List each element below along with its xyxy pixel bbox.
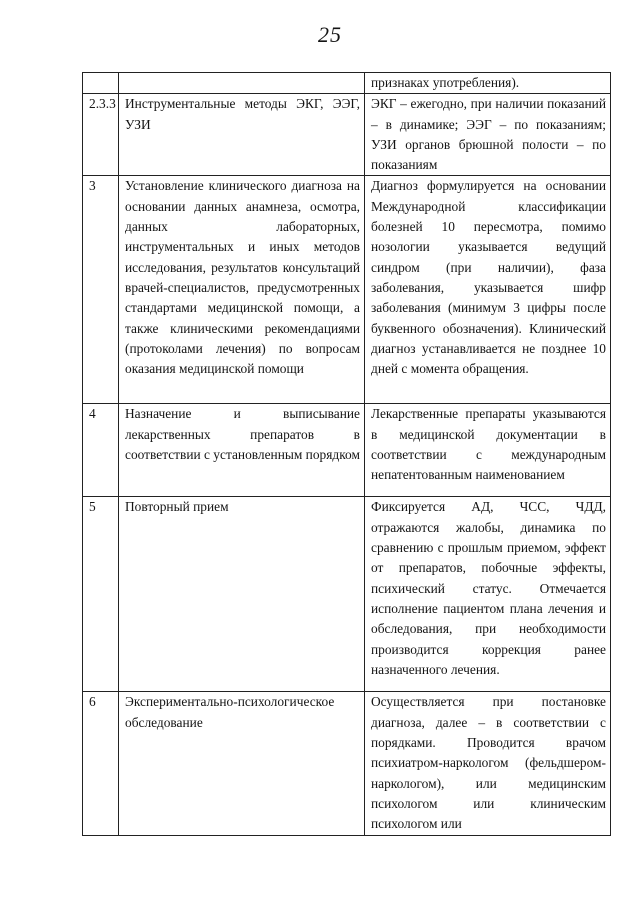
- content-cell: ЭКГ – ежегодно, при наличии показаний – в динамике; ЭЭГ – по показаниям; УЗИ органов брюшной полости – по показаниям: [365, 94, 611, 176]
- content-cell: Лекарственные препараты указываются в медицинской документации в соответствии с международным непатентованным наименованием: [365, 404, 611, 497]
- content-cell: признаках употребления).: [365, 73, 611, 94]
- row-number: 4: [83, 404, 119, 497]
- row-number: 5: [83, 497, 119, 692]
- stage-cell: Инструментальные методы ЭКГ, ЭЭГ, УЗИ: [119, 94, 365, 176]
- content-cell: Диагноз формулируется на основании Международной классификации болезней 10 пересмотра, помимо нозологии указывается ведущий синдром (при наличии), фаза заболевания, указывается шифр заболевания (минимум 3 цифры после буквенного обозначения). Клинический диагноз устанавливается не позднее 10 дней с момента обращения.: [365, 176, 611, 404]
- page-number: 25: [318, 22, 342, 47]
- table-row: [83, 404, 611, 497]
- table-row: [83, 176, 611, 404]
- row-number: 2.3.3: [83, 94, 119, 176]
- stage-cell: Экспериментально-психологическое обследование: [119, 692, 365, 835]
- stage-cell: Назначение и выписывание лекарственных препаратов в соответствии с установленным порядком: [119, 404, 365, 497]
- row-number: 6: [83, 692, 119, 835]
- table-row: [83, 94, 611, 176]
- content-cell: Осуществляется при постановке диагноза, далее – в соответствии с порядками. Проводится врачом психиатром-наркологом (фельдшером-наркологом), или медицинским психологом или клиническим психологом или: [365, 692, 611, 835]
- content-cell: Фиксируется АД, ЧСС, ЧДД, отражаются жалобы, динамика по сравнению с прошлым приемом, эффект от препаратов, побочные эффекты, психический статус. Отмечается исполнение пациентом плана лечения и обследования, при необходимости производится коррекция ранее назначенного лечения.: [365, 497, 611, 692]
- table-row: [83, 73, 611, 94]
- table-row: [83, 692, 611, 835]
- stage-cell: [119, 73, 365, 94]
- stage-cell: Установление клинического диагноза на основании данных анамнеза, осмотра, данных лабораторных, инструментальных и иных методов исследования, результатов консультаций врачей-специалистов, предусмотренных стандартами медицинской помощи, а также клиническими рекомендациями (протоколами лечения) по вопросам оказания медицинской помощи: [119, 176, 365, 404]
- procedure-table: [82, 72, 611, 836]
- table-row: [83, 497, 611, 692]
- row-number: 3: [83, 176, 119, 404]
- row-number: [83, 73, 119, 94]
- stage-cell: Повторный прием: [119, 497, 365, 692]
